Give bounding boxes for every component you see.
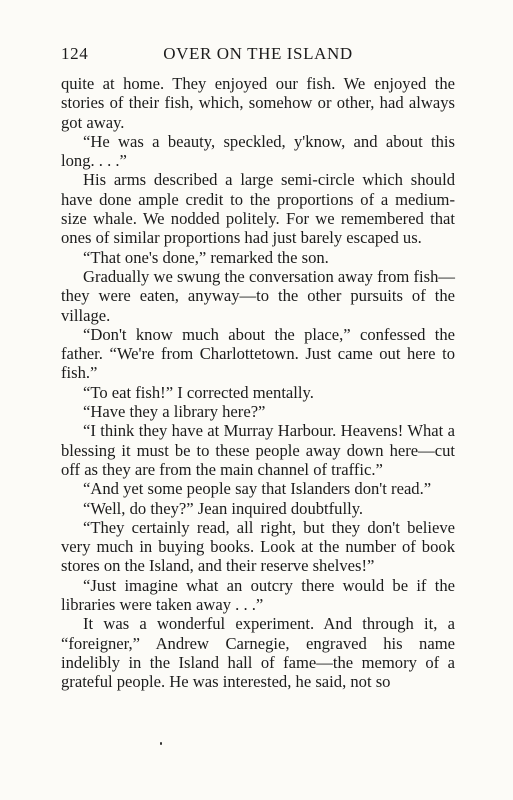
running-title: OVER ON THE ISLAND bbox=[163, 44, 353, 63]
paragraph: “And yet some people say that Islanders don't read.” bbox=[83, 479, 432, 499]
paragraph-continued: quite at home. They enjoyed our fish. We enjoyed the stories of their fish, which, somehow or other, had always got away. bbox=[61, 74, 455, 132]
paragraph: “Have they a library here?” bbox=[83, 402, 266, 422]
body-text bbox=[61, 74, 455, 692]
paragraph: It was a wonderful experiment. And through it, a “foreigner,” Andrew Carnegie, engraved his name indelibly in the Island hall of fame—the memory of a grateful people. He was interested, he said, not so bbox=[61, 614, 455, 692]
paragraph: “To eat fish!” I corrected mentally. bbox=[83, 382, 314, 402]
paragraph: “He was a beauty, speckled, y'know, and about this long. . . .” bbox=[61, 131, 455, 171]
paragraph: “Well, do they?” Jean inquired doubtfully. bbox=[83, 498, 364, 518]
paragraph: “Don't know much about the place,” confessed the father. “We're from Charlottetown. Just came out here to fish.” bbox=[61, 324, 455, 383]
paragraph: “Just imagine what an outcry there would be if the libraries were taken away . . .” bbox=[61, 575, 455, 615]
ink-speck bbox=[160, 742, 162, 745]
paragraph: “That one's done,” remarked the son. bbox=[83, 247, 329, 267]
page-header bbox=[61, 44, 455, 68]
paragraph: His arms described a large semi-circle which should have done ample credit to the proportions of a medium-size whale. We nodded politely. For we remembered that ones of similar proportions had just barely escaped us. bbox=[61, 170, 455, 248]
paragraph: “They certainly read, all right, but they don't believe very much in buying books. Look at the number of book stores on the Island, and their reserve shelves!” bbox=[61, 517, 455, 576]
paragraph: “I think they have at Murray Harbour. Heavens! What a blessing it must be to these people away down here—cut off as they are from the main channel of traffic.” bbox=[61, 421, 455, 479]
page-number: 124 bbox=[61, 44, 89, 63]
paragraph: Gradually we swung the conversation away from fish—they were eaten, anyway—to the other pursuits of the village. bbox=[61, 266, 455, 325]
